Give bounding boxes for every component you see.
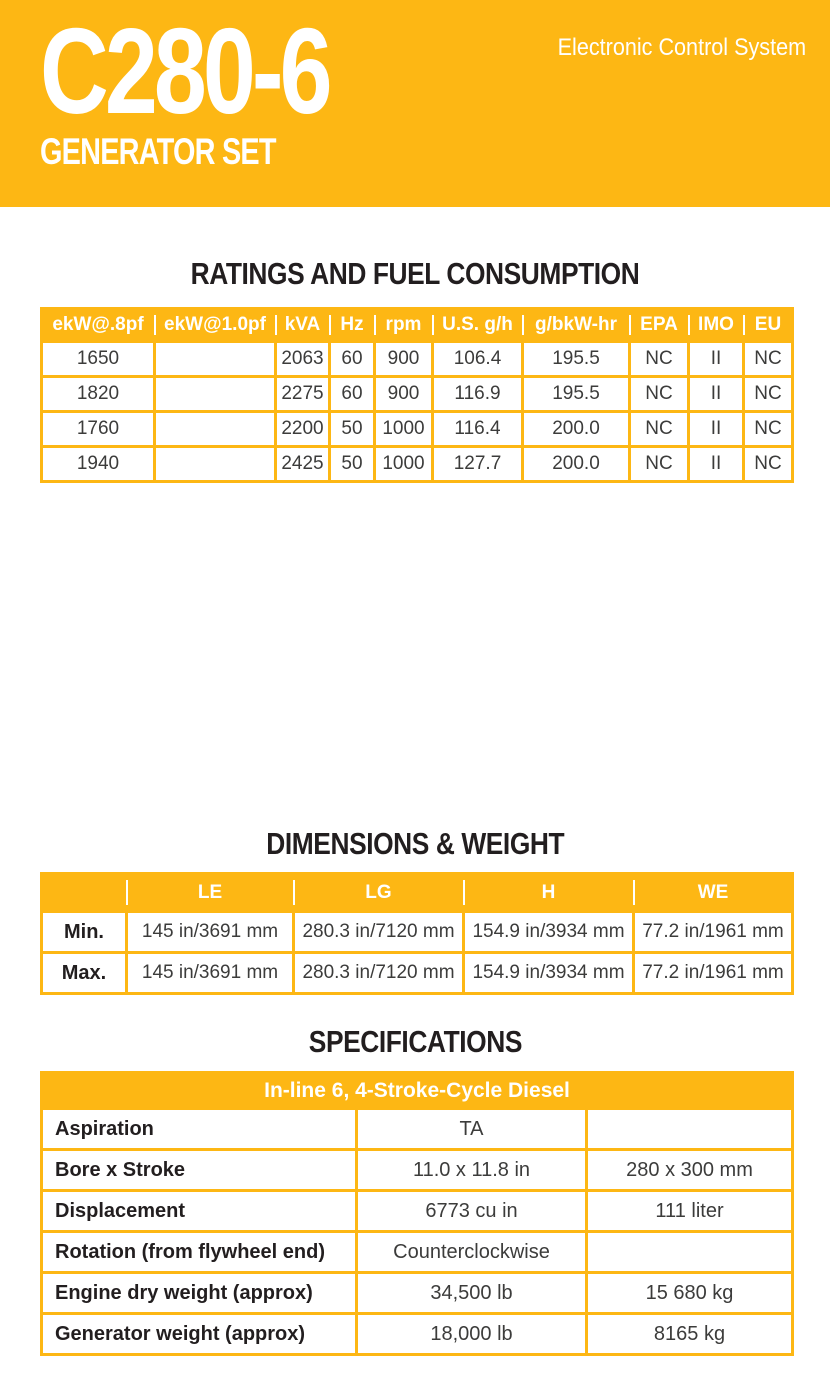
ratings-cell: 200.0 — [523, 447, 630, 482]
ratings-row — [42, 412, 793, 447]
ratings-cell: NC — [744, 412, 793, 447]
ratings-cell: 1940 — [42, 447, 155, 482]
specifications-row — [42, 1109, 793, 1150]
masthead — [0, 0, 830, 207]
ratings-header-row — [42, 309, 793, 342]
spec-value: 8165 kg — [587, 1314, 793, 1355]
spec-value: TA — [357, 1109, 587, 1150]
header-separator — [522, 315, 524, 335]
ratings-cell: II — [689, 342, 744, 377]
dimensions-section-heading — [0, 826, 830, 862]
ratings-cell — [155, 447, 276, 482]
ratings-title: RATINGS AND FUEL CONSUMPTION — [190, 256, 640, 291]
ratings-cell: 900 — [375, 342, 433, 377]
spec-label: Rotation (from flywheel end) — [42, 1232, 357, 1273]
ratings-cell: 200.0 — [523, 412, 630, 447]
spec-value: Counterclockwise — [357, 1232, 587, 1273]
header-separator — [629, 315, 631, 335]
specifications-table — [40, 1071, 794, 1356]
ratings-cell: NC — [744, 342, 793, 377]
header-separator — [743, 315, 745, 335]
specifications-row — [42, 1273, 793, 1314]
ratings-column-header — [630, 309, 689, 342]
specifications-row — [42, 1191, 793, 1232]
specifications-row — [42, 1314, 793, 1355]
ratings-cell: 195.5 — [523, 377, 630, 412]
header-separator — [293, 880, 295, 905]
dimensions-column-label: LE — [197, 881, 223, 903]
header-separator — [126, 880, 128, 905]
header-separator — [688, 315, 690, 335]
ratings-cell: NC — [630, 412, 689, 447]
spec-label: Displacement — [42, 1191, 357, 1232]
dimensions-header-row — [42, 874, 793, 912]
ratings-column-label: IMO — [698, 314, 734, 335]
dimensions-column-header — [42, 874, 127, 912]
ratings-cell: 60 — [330, 377, 375, 412]
dimensions-column-header — [294, 874, 464, 912]
dimensions-cell: 280.3 in/7120 mm — [294, 953, 464, 994]
dimensions-cell: 154.9 in/3934 mm — [464, 912, 634, 953]
spec-label: Generator weight (approx) — [42, 1314, 357, 1355]
ratings-column-header — [375, 309, 433, 342]
ratings-cell: 1650 — [42, 342, 155, 377]
ratings-cell: II — [689, 377, 744, 412]
spec-value: 111 liter — [587, 1191, 793, 1232]
header-separator — [329, 315, 331, 335]
spec-value: 6773 cu in — [357, 1191, 587, 1232]
specifications-section-heading — [0, 1024, 830, 1060]
ratings-cell: 116.4 — [433, 412, 523, 447]
ratings-column-label: EPA — [640, 314, 678, 335]
header-separator — [432, 315, 434, 335]
ratings-column-label: EU — [754, 314, 782, 335]
header-separator — [463, 880, 465, 905]
ratings-cell: 127.7 — [433, 447, 523, 482]
ratings-cell: NC — [630, 377, 689, 412]
ratings-cell: 50 — [330, 447, 375, 482]
dimensions-title: DIMENSIONS & WEIGHT — [266, 826, 564, 861]
dimensions-column-header — [464, 874, 634, 912]
ratings-cell: 60 — [330, 342, 375, 377]
spec-value: 11.0 x 11.8 in — [357, 1150, 587, 1191]
ratings-cell: 2275 — [276, 377, 330, 412]
ratings-column-header — [155, 309, 276, 342]
dimensions-row-label: Min. — [42, 912, 127, 953]
ratings-column-label: rpm — [385, 314, 422, 335]
header-separator — [154, 315, 156, 335]
ratings-cell: NC — [630, 342, 689, 377]
ratings-column-header — [330, 309, 375, 342]
ratings-column-label: Hz — [340, 314, 364, 335]
dimensions-cell: 77.2 in/1961 mm — [634, 953, 793, 994]
ratings-cell: 195.5 — [523, 342, 630, 377]
ratings-cell: 1000 — [375, 412, 433, 447]
dimensions-cell: 280.3 in/7120 mm — [294, 912, 464, 953]
ratings-cell: 2063 — [276, 342, 330, 377]
dimensions-column-header — [127, 874, 294, 912]
dimensions-column-label: H — [541, 881, 556, 903]
dimensions-table — [40, 872, 794, 995]
ratings-row — [42, 342, 793, 377]
dimensions-row-label: Max. — [42, 953, 127, 994]
dimensions-column-label: WE — [697, 881, 729, 903]
spec-value — [587, 1232, 793, 1273]
ratings-cell: 1760 — [42, 412, 155, 447]
ratings-cell: II — [689, 412, 744, 447]
ratings-cell: II — [689, 447, 744, 482]
dimensions-cell: 77.2 in/1961 mm — [634, 912, 793, 953]
subtitle: GENERATOR SET — [40, 131, 276, 172]
spec-value: 18,000 lb — [357, 1314, 587, 1355]
specifications-band-row — [42, 1073, 793, 1109]
header-separator — [633, 880, 635, 905]
ratings-row — [42, 447, 793, 482]
specifications-title: SPECIFICATIONS — [308, 1024, 522, 1059]
specifications-row — [42, 1232, 793, 1273]
ratings-column-header — [433, 309, 523, 342]
spec-value: 34,500 lb — [357, 1273, 587, 1314]
spec-value: 15 680 kg — [587, 1273, 793, 1314]
ratings-column-label: g/bkW-hr — [535, 314, 617, 335]
dimensions-column-header — [634, 874, 793, 912]
spec-value — [587, 1109, 793, 1150]
ratings-cell — [155, 377, 276, 412]
specifications-row — [42, 1150, 793, 1191]
dimensions-cell: 145 in/3691 mm — [127, 953, 294, 994]
ratings-column-header — [744, 309, 793, 342]
ratings-table — [40, 307, 794, 483]
dimensions-cell: 154.9 in/3934 mm — [464, 953, 634, 994]
ratings-cell: 2200 — [276, 412, 330, 447]
ratings-cell: 50 — [330, 412, 375, 447]
ratings-column-header: ekW@.8pf — [42, 309, 155, 342]
ratings-cell: NC — [630, 447, 689, 482]
header-separator — [275, 315, 277, 335]
spec-value: 280 x 300 mm — [587, 1150, 793, 1191]
ratings-column-header — [689, 309, 744, 342]
model-title: C280-6 — [40, 3, 329, 139]
ratings-section-heading — [0, 256, 830, 292]
ratings-cell: NC — [744, 447, 793, 482]
dimensions-row — [42, 912, 793, 953]
ratings-cell — [155, 412, 276, 447]
tagline: Electronic Control System — [557, 34, 806, 61]
spec-label: Bore x Stroke — [42, 1150, 357, 1191]
ratings-cell: 1820 — [42, 377, 155, 412]
ratings-cell — [155, 342, 276, 377]
dimensions-row — [42, 953, 793, 994]
engine-configuration-band: In-line 6, 4-Stroke-Cycle Diesel — [42, 1073, 793, 1109]
spec-label: Engine dry weight (approx) — [42, 1273, 357, 1314]
ratings-row — [42, 377, 793, 412]
ratings-cell: 900 — [375, 377, 433, 412]
spec-label: Aspiration — [42, 1109, 357, 1150]
ratings-column-label: ekW@1.0pf — [164, 314, 266, 335]
dimensions-column-label: LG — [365, 881, 392, 903]
ratings-cell: 2425 — [276, 447, 330, 482]
header-separator — [374, 315, 376, 335]
ratings-column-label: U.S. g/h — [442, 314, 513, 335]
dimensions-cell: 145 in/3691 mm — [127, 912, 294, 953]
ratings-cell: 1000 — [375, 447, 433, 482]
ratings-cell: 106.4 — [433, 342, 523, 377]
ratings-column-header — [523, 309, 630, 342]
ratings-column-header — [276, 309, 330, 342]
ratings-column-label: kVA — [284, 314, 321, 335]
ratings-cell: 116.9 — [433, 377, 523, 412]
ratings-cell: NC — [744, 377, 793, 412]
